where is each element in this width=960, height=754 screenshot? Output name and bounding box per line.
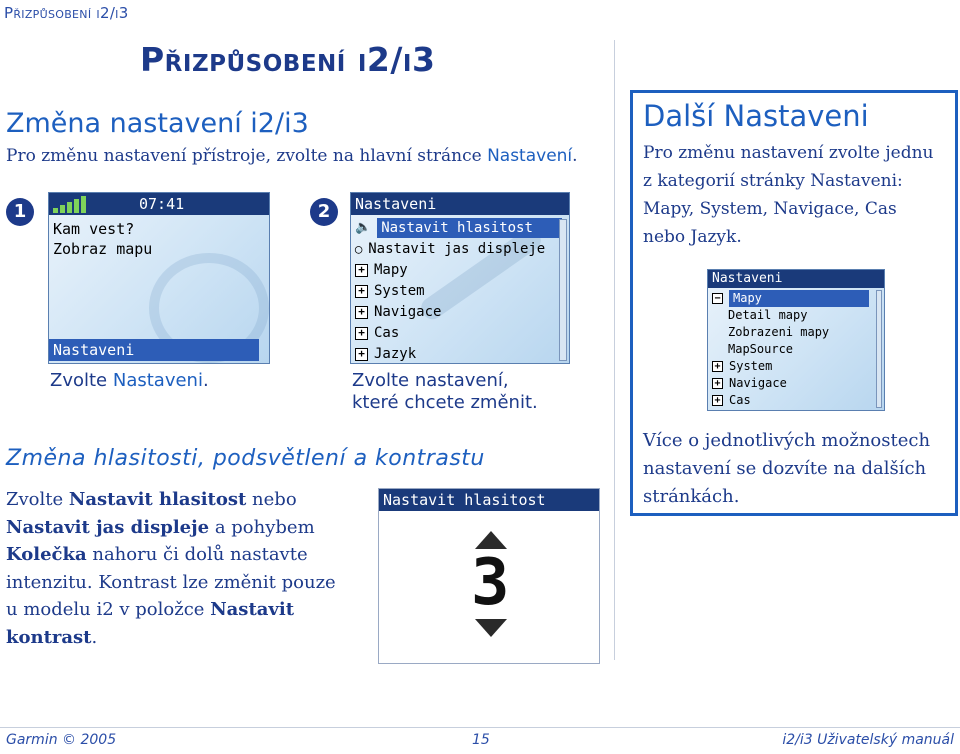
section2-body: Zvolte Nastavit hlasitost nebo Nastavit jas displeje a pohybem Kolečka nahoru či dolů nastavte intenzitu. Kontrast lze změnit pouze u modelu i2 v položce Nastavit kontrast. [6, 489, 336, 648]
settings-header: Nastaveni [351, 193, 569, 215]
section-title-change-settings: Změna nastavení i2/i3 [6, 108, 309, 139]
more-settings-panel [630, 90, 958, 516]
step-number-2: 2 [310, 198, 338, 226]
tree-item-mapsource[interactable]: MapSource [728, 342, 794, 356]
menu-item-where-to[interactable]: Kam vest? [53, 220, 135, 238]
settings-item-volume[interactable]: 🔈 Nastavit hlasitost [355, 218, 562, 238]
plus-icon: + [355, 348, 368, 361]
panel-title: Další Nastaveni [643, 99, 869, 133]
plus-icon: + [355, 306, 368, 319]
settings-item-maps[interactable]: + Mapy [355, 260, 408, 280]
tree-item-time[interactable]: + Cas [712, 392, 751, 409]
status-bar [49, 193, 269, 215]
plus-icon: + [712, 395, 723, 406]
signal-bars-icon [53, 197, 86, 213]
menu-item-view-map[interactable]: Zobraz mapu [53, 240, 153, 258]
bulb-icon: ◯ [355, 242, 363, 256]
settings-item-time[interactable]: + Cas [355, 323, 399, 343]
footer-left: Garmin © 2005 [6, 732, 117, 748]
settings-item-language[interactable]: + Jazyk [355, 344, 416, 364]
running-head: Přizpůsobení i2/i3 [4, 4, 129, 22]
step1-caption: Zvolte Nastaveni. [50, 370, 209, 391]
settings-item-navigation[interactable]: + Navigace [355, 302, 441, 322]
plus-icon: + [355, 264, 368, 277]
volume-header: Nastavit hlasitost [379, 489, 599, 511]
device-screen-volume [378, 488, 600, 664]
settings-item-brightness[interactable]: ◯ Nastavit jas displeje [355, 241, 546, 257]
volume-value: 3 [471, 546, 510, 620]
page-number: 15 [472, 732, 490, 748]
section-title-volume: Změna hlasitosti, podsvětlení a kontrastu [6, 446, 485, 471]
tree-item-map-detail[interactable]: Detail mapy [728, 308, 808, 322]
device-screen-main [48, 192, 270, 364]
minus-icon: − [712, 293, 723, 304]
arrow-down-icon[interactable] [475, 619, 507, 637]
plus-icon: + [712, 361, 723, 372]
speaker-icon: 🔈 [355, 220, 372, 235]
step2-caption: Zvolte nastavení, které chcete změnit. [352, 370, 538, 413]
tree-item-maps[interactable]: − Mapy [712, 290, 869, 307]
panel-text: Pro změnu nastavení zvolte jednu z kategorií stránky Nastaveni: Mapy, System, Navigace, Cas nebo Jazyk. [643, 143, 934, 247]
clock: 07:41 [139, 195, 185, 213]
tree-item-map-view[interactable]: Zobrazeni mapy [728, 325, 830, 339]
tree-item-navigation[interactable]: + Navigace [712, 375, 787, 392]
menu-item-settings[interactable]: Nastaveni [49, 339, 259, 361]
scrollbar[interactable] [559, 219, 567, 361]
settings-item-system[interactable]: + System [355, 281, 425, 301]
step-number-1: 1 [6, 198, 34, 226]
column-divider [614, 40, 615, 660]
tree-item-system[interactable]: + System [712, 358, 772, 375]
device-screen-tree [707, 269, 885, 411]
plus-icon: + [355, 285, 368, 298]
tree-scrollbar[interactable] [876, 290, 882, 408]
plus-icon: + [712, 378, 723, 389]
device-screen-settings [350, 192, 570, 364]
panel-note: Více o jednotlivých možnostech nastavení se dozvíte na dalších stránkách. [643, 430, 931, 507]
footer-rule [0, 727, 960, 728]
plus-icon: + [355, 327, 368, 340]
section-intro: Pro změnu nastavení přístroje, zvolte na hlavní stránce Nastavení. [6, 146, 578, 166]
page-title: Přizpůsobení i2/i3 [140, 40, 436, 79]
tree-header: Nastaveni [708, 270, 884, 288]
footer-right: i2/i3 Uživatelský manuál [782, 732, 954, 748]
